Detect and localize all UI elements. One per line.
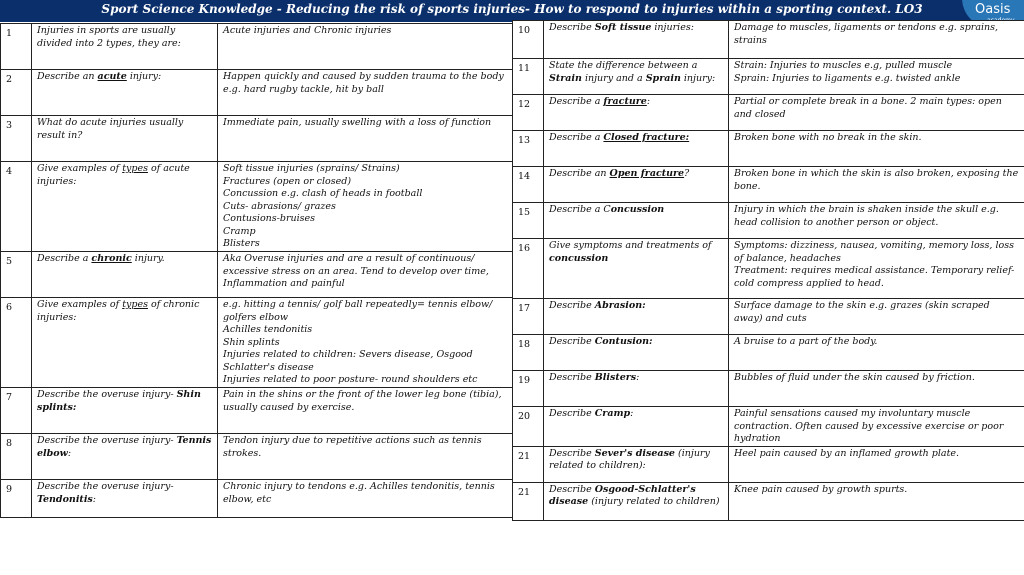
question-cell: Describe the overuse injury- Shin splints: <box>32 388 218 434</box>
answer-cell: Bubbles of fluid under the skin caused by friction. <box>729 371 1024 407</box>
question-number: 16 <box>513 239 544 299</box>
table-row <box>1 24 513 70</box>
question-number: 20 <box>513 407 544 447</box>
question-number: 14 <box>513 167 544 203</box>
answer-cell: Soft tissue injuries (sprains/ Strains) Fractures (open or closed) Concussion e.g. clash of heads in football Cuts- abrasions/ grazes Contusions-bruises Cramp Blisters <box>218 162 513 252</box>
answer-cell: Strain: Injuries to muscles e.g, pulled muscle Sprain: Injuries to ligaments e.g. twisted ankle <box>729 59 1024 95</box>
table-row <box>1 162 513 252</box>
answer-cell: Acute injuries and Chronic injuries <box>218 24 513 70</box>
question-number: 12 <box>513 95 544 131</box>
table-row <box>1 434 513 480</box>
question-number: 9 <box>1 480 32 518</box>
question-number: 10 <box>513 21 544 59</box>
table-row <box>513 95 1024 131</box>
question-cell: Describe Sever's disease (injury related to children): <box>544 446 729 482</box>
table-row <box>513 299 1024 335</box>
answer-cell: Heel pain caused by an inflamed growth plate. <box>729 446 1024 482</box>
question-cell: Describe a fracture: <box>544 95 729 131</box>
right-question-table <box>512 20 1024 521</box>
question-number: 8 <box>1 434 32 480</box>
table-row <box>513 239 1024 299</box>
question-cell: Describe Soft tissue injuries: <box>544 21 729 59</box>
answer-cell: Symptoms: dizziness, nausea, vomiting, memory loss, loss of balance, headaches Treatment: requires medical assistance. Temporary relief- cold compress applied to head. <box>729 239 1024 299</box>
table-row <box>513 21 1024 59</box>
question-number: 5 <box>1 252 32 298</box>
question-number: 17 <box>513 299 544 335</box>
answer-cell: Chronic injury to tendons e.g. Achilles tendonitis, tennis elbow, etc <box>218 480 513 518</box>
question-number: 21 <box>513 482 544 520</box>
question-cell: Describe Abrasion: <box>544 299 729 335</box>
question-cell: Describe a chronic injury. <box>32 252 218 298</box>
table-row <box>1 480 513 518</box>
table-row <box>513 482 1024 520</box>
table-row <box>1 388 513 434</box>
answer-cell: A bruise to a part of the body. <box>729 335 1024 371</box>
answer-cell: Damage to muscles, ligaments or tendons e.g. sprains, strains <box>729 21 1024 59</box>
table-row <box>1 252 513 298</box>
logo-text: Oasis <box>975 2 1011 17</box>
answer-cell: Surface damage to the skin e.g. grazes (skin scraped away) and cuts <box>729 299 1024 335</box>
answer-cell: Broken bone in which the skin is also broken, exposing the bone. <box>729 167 1024 203</box>
answer-cell: Broken bone with no break in the skin. <box>729 131 1024 167</box>
question-number: 1 <box>1 24 32 70</box>
question-cell: Describe Osgood-Schlatter's disease (injury related to children) <box>544 482 729 520</box>
question-number: 13 <box>513 131 544 167</box>
answer-cell: Aka Overuse injuries and are a result of continuous/ excessive stress on an area. Tend to develop over time, Inflammation and painful <box>218 252 513 298</box>
table-row <box>1 298 513 388</box>
table-row <box>513 167 1024 203</box>
question-number: 19 <box>513 371 544 407</box>
table-row <box>513 371 1024 407</box>
answer-cell: Immediate pain, usually swelling with a loss of function <box>218 116 513 162</box>
table-row <box>513 407 1024 447</box>
answer-cell: e.g. hitting a tennis/ golf ball repeatedly= tennis elbow/ golfers elbow Achilles tendonitis Shin splints Injuries related to children: Severs disease, Osgood Schlatter's disease Injuries related to poor posture- round shoulders etc <box>218 298 513 388</box>
question-cell: Describe Cramp: <box>544 407 729 447</box>
answer-cell: Knee pain caused by growth spurts. <box>729 482 1024 520</box>
question-cell: Describe a Concussion <box>544 203 729 239</box>
question-number: 11 <box>513 59 544 95</box>
table-row <box>513 59 1024 95</box>
answer-cell: Tendon injury due to repetitive actions such as tennis strokes. <box>218 434 513 480</box>
question-number: 3 <box>1 116 32 162</box>
table-row <box>1 116 513 162</box>
page-title: Sport Science Knowledge - Reducing the risk of sports injuries- How to respond to injuries within a sporting context. LO3 <box>101 2 923 16</box>
table-row <box>1 70 513 116</box>
question-cell: Give symptoms and treatments of concussion <box>544 239 729 299</box>
question-number: 7 <box>1 388 32 434</box>
table-row <box>513 131 1024 167</box>
question-cell: Describe the overuse injury- Tendonitis: <box>32 480 218 518</box>
question-number: 4 <box>1 162 32 252</box>
question-cell: Describe Blisters: <box>544 371 729 407</box>
answer-cell: Painful sensations caused my involuntary muscle contraction. Often caused by excessive exercise or poor hydration <box>729 407 1024 447</box>
table-row <box>513 335 1024 371</box>
question-number: 2 <box>1 70 32 116</box>
question-cell: State the difference between a Strain injury and a Sprain injury: <box>544 59 729 95</box>
table-row <box>513 203 1024 239</box>
left-question-table <box>0 23 513 518</box>
answer-cell: Injury in which the brain is shaken inside the skull e.g. head collision to another person or object. <box>729 203 1024 239</box>
question-cell: Injuries in sports are usually divided into 2 types, they are: <box>32 24 218 70</box>
table-row <box>513 446 1024 482</box>
question-cell: Describe Contusion: <box>544 335 729 371</box>
question-number: 6 <box>1 298 32 388</box>
question-number: 21 <box>513 446 544 482</box>
question-cell: What do acute injuries usually result in? <box>32 116 218 162</box>
question-cell: Give examples of types of acute injuries: <box>32 162 218 252</box>
question-cell: Describe the overuse injury- Tennis elbow: <box>32 434 218 480</box>
question-cell: Give examples of types of chronic injuries: <box>32 298 218 388</box>
answer-cell: Happen quickly and caused by sudden trauma to the body e.g. hard rugby tackle, hit by ball <box>218 70 513 116</box>
question-number: 18 <box>513 335 544 371</box>
question-cell: Describe a Closed fracture: <box>544 131 729 167</box>
answer-cell: Pain in the shins or the front of the lower leg bone (tibia), usually caused by exercise. <box>218 388 513 434</box>
question-cell: Describe an Open fracture? <box>544 167 729 203</box>
question-cell: Describe an acute injury: <box>32 70 218 116</box>
header-banner <box>0 0 1024 22</box>
question-number: 15 <box>513 203 544 239</box>
answer-cell: Partial or complete break in a bone. 2 main types: open and closed <box>729 95 1024 131</box>
